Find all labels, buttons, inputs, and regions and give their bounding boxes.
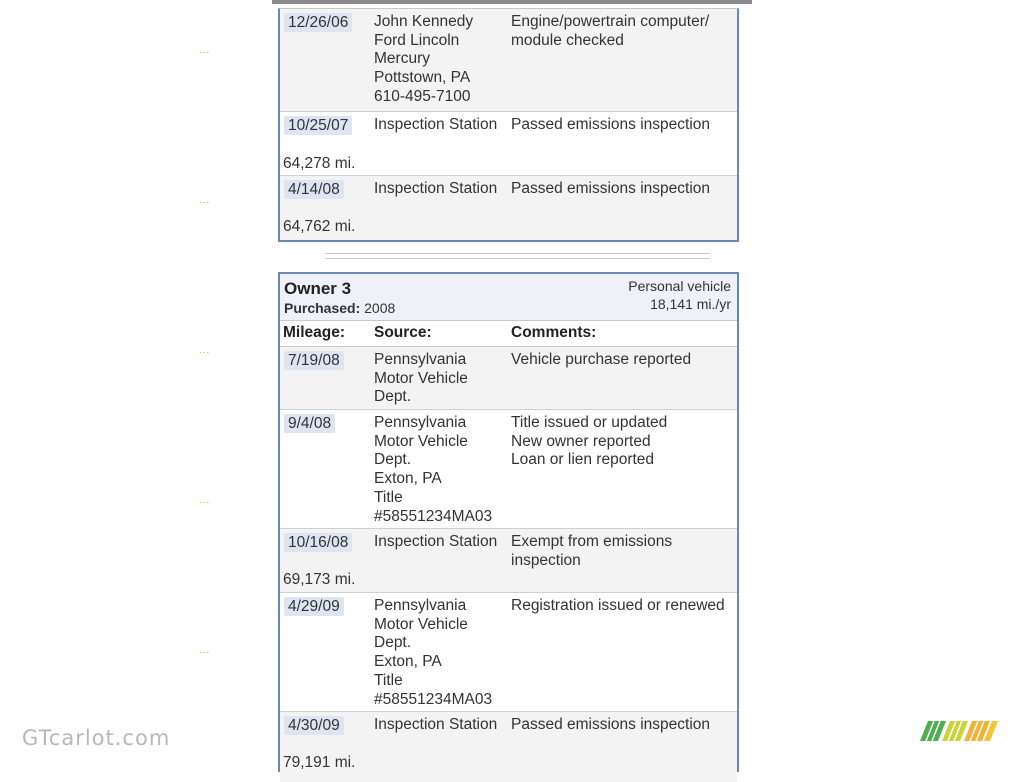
table-row (280, 712, 737, 782)
record-comments: Vehicle purchase reported (511, 351, 692, 368)
gtcarlot-watermark: GTcarlot.com (22, 726, 171, 750)
record-date: 4/30/09 (284, 716, 344, 735)
record-source: Pennsylvania Motor Vehicle Dept. Exton, PA Title #58551234MA03 (374, 597, 493, 708)
record-date: 4/29/09 (284, 597, 344, 616)
record-mileage: 69,173 mi. (283, 571, 356, 588)
source-header: Source: (374, 324, 432, 341)
record-source: Pennsylvania Motor Vehicle Dept. Exton, PA Title #58551234MA03 (374, 414, 493, 525)
table-row (280, 347, 737, 410)
owner-header (280, 274, 737, 321)
comments-header: Comments: (511, 324, 597, 341)
record-mileage: 64,278 mi. (283, 155, 356, 172)
record-source: Pennsylvania Motor Vehicle Dept. (374, 351, 468, 406)
record-source: Inspection Station (374, 716, 498, 733)
vehicle-type: Personal vehicle (628, 278, 731, 294)
record-comments: Passed emissions inspection (511, 116, 711, 133)
record-source: Inspection Station (374, 180, 498, 197)
table-row (280, 9, 737, 112)
owner-2-history-table (278, 8, 739, 242)
record-mileage: 64,762 mi. (283, 218, 356, 235)
table-row (280, 529, 737, 593)
annual-mileage: 18,141 mi./yr (650, 296, 731, 312)
record-mileage: 79,191 mi. (283, 754, 356, 771)
owner-3-history-table (278, 272, 739, 772)
margin-dots: ... (199, 495, 211, 506)
record-source: Inspection Station (374, 533, 498, 550)
margin-dots: ... (199, 345, 211, 356)
section-divider (325, 253, 710, 259)
table-row (280, 176, 737, 240)
margin-dots: ... (199, 645, 211, 656)
margin-dots: ... (199, 45, 211, 56)
record-comments: Exempt from emissions inspection (511, 533, 673, 569)
owner-title: Owner 3 (284, 279, 352, 298)
table-row (280, 410, 737, 529)
margin-dots: ... (199, 195, 211, 206)
record-source: Inspection Station (374, 116, 498, 133)
record-comments: Engine/powertrain computer/ module checked (511, 13, 710, 49)
record-comments: Passed emissions inspection (511, 716, 711, 733)
record-date: 4/14/08 (284, 180, 344, 199)
stripes-logo-icon (920, 721, 998, 741)
table-row (280, 112, 737, 176)
record-comments: Title issued or updated New owner reported Loan or lien reported (511, 414, 668, 469)
record-source: John Kennedy Ford Lincoln Mercury Pottstown, PA 610-495-7100 (374, 13, 474, 105)
owner-purchased: Purchased: 2008 (284, 300, 396, 316)
record-date: 9/4/08 (284, 414, 335, 433)
record-date: 7/19/08 (284, 351, 344, 370)
record-date: 10/16/08 (284, 533, 352, 552)
record-date: 10/25/07 (284, 116, 352, 135)
column-headers (280, 321, 737, 347)
record-comments: Registration issued or renewed (511, 597, 725, 614)
record-comments: Passed emissions inspection (511, 180, 711, 197)
top-scroll-edge (272, 0, 752, 4)
record-date: 12/26/06 (284, 13, 352, 32)
mileage-header: Mileage: (283, 324, 346, 341)
table-row (280, 593, 737, 712)
